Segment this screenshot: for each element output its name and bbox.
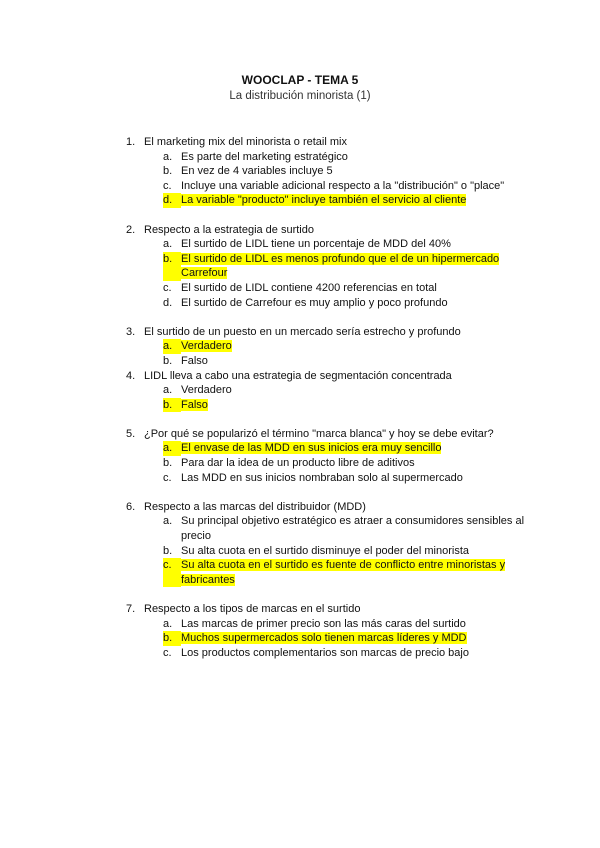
- question-text: Respecto a los tipos de marcas en el surtido: [144, 603, 361, 615]
- question: [126, 135, 526, 208]
- option-text-wrap: [181, 193, 526, 208]
- question-line: [126, 135, 526, 150]
- highlighted-answer-option: [163, 631, 526, 646]
- highlighted-answer-option: [163, 558, 526, 587]
- question-line: [126, 325, 526, 340]
- option-text-wrap: [181, 237, 526, 252]
- question-number: 2.: [126, 223, 136, 236]
- question: [126, 427, 526, 485]
- option-text: Muchos supermercados solo tienen marcas líderes y MDD: [181, 632, 467, 645]
- highlighted-answer-option: [163, 398, 526, 413]
- option-text-wrap: [181, 179, 526, 194]
- option-text-wrap: [181, 383, 526, 398]
- option-text-wrap: [181, 150, 526, 165]
- option-letter: a.: [163, 617, 173, 630]
- option-letter: b.: [163, 398, 181, 413]
- option-letter: c.: [163, 646, 172, 659]
- option-text: Es parte del marketing estratégico: [181, 150, 348, 163]
- option-text: Su alta cuota en el surtido disminuye el poder del minorista: [181, 544, 469, 557]
- highlighted-answer-option: [163, 441, 526, 456]
- option-text: Las MDD en sus inicios nombraban solo al supermercado: [181, 471, 463, 484]
- option-letter: c.: [163, 179, 172, 192]
- question-line: [126, 223, 526, 238]
- question-line: [126, 427, 526, 442]
- answer-option: [163, 544, 526, 559]
- option-text-wrap: [181, 164, 526, 179]
- question-text: LIDL lleva a cabo una estrategia de segmentación concentrada: [144, 369, 452, 382]
- answer-option: [163, 354, 526, 369]
- option-letter: c.: [163, 558, 181, 587]
- question-text: El marketing mix del minorista o retail mix: [144, 136, 347, 148]
- answer-option: [163, 617, 526, 632]
- option-text-wrap: [181, 252, 526, 281]
- option-text: El envase de las MDD en sus inicios era muy sencillo: [181, 442, 442, 455]
- options: [163, 514, 526, 587]
- option-letter: a.: [163, 339, 181, 354]
- question: [126, 223, 526, 311]
- option-text: El surtido de LIDL tiene un porcentaje de MDD del 40%: [181, 238, 451, 251]
- option-letter: b.: [163, 457, 173, 470]
- answer-option: [163, 164, 526, 179]
- option-text-wrap: [181, 558, 526, 587]
- option-text: Los productos complementarios son marcas de precio bajo: [181, 646, 469, 659]
- option-letter: a.: [163, 150, 173, 163]
- option-letter: b.: [163, 354, 173, 367]
- answer-option: [163, 456, 526, 471]
- option-letter: c.: [163, 281, 172, 294]
- option-letter: b.: [163, 631, 181, 646]
- option-text-wrap: [181, 646, 526, 661]
- option-text-wrap: [181, 631, 526, 646]
- answer-option: [163, 150, 526, 165]
- answer-option: [163, 646, 526, 661]
- option-text-wrap: [181, 617, 526, 632]
- option-letter: b.: [163, 544, 173, 557]
- option-text-wrap: [181, 456, 526, 471]
- question-number: 3.: [126, 325, 136, 338]
- answer-option: [163, 471, 526, 486]
- answer-option: [163, 237, 526, 252]
- document-subtitle: La distribución minorista (1): [229, 90, 371, 102]
- option-text: Falso: [181, 398, 208, 411]
- option-text: El surtido de LIDL es menos profundo que el de un hipermercado Carrefour: [181, 252, 500, 280]
- option-letter: a.: [163, 384, 173, 397]
- question-line: [126, 602, 526, 617]
- option-text-wrap: [181, 441, 526, 456]
- options: [163, 237, 526, 310]
- option-letter: c.: [163, 471, 172, 484]
- question-number: 6.: [126, 500, 136, 513]
- question-line: [126, 369, 526, 384]
- question-number: 7.: [126, 603, 136, 615]
- highlighted-answer-option: [163, 193, 526, 208]
- option-text: Incluye una variable adicional respecto a la "distribución" o "place": [181, 179, 505, 192]
- options: [163, 617, 526, 661]
- answer-option: [163, 281, 526, 296]
- option-letter: a.: [163, 441, 181, 456]
- answer-option: [163, 383, 526, 398]
- option-text: Falso: [181, 354, 208, 367]
- option-text: El surtido de Carrefour es muy amplio y poco profundo: [181, 296, 448, 309]
- answer-option: [163, 296, 526, 311]
- option-letter: d.: [163, 193, 181, 208]
- question-number: 5.: [126, 427, 136, 440]
- option-text: Su principal objetivo estratégico es atraer a consumidores sensibles al precio: [181, 515, 525, 543]
- option-text: Las marcas de primer precio son las más caras del surtido: [181, 617, 466, 630]
- question-text: Respecto a las marcas del distribuidor (MDD): [144, 500, 366, 513]
- option-text: La variable "producto" incluye también el servicio al cliente: [181, 194, 467, 207]
- options: [163, 150, 526, 208]
- option-text-wrap: [181, 354, 526, 369]
- highlighted-answer-option: [163, 252, 526, 281]
- highlighted-answer-option: [163, 339, 526, 354]
- option-text: Su alta cuota en el surtido es fuente de conflicto entre minoristas y fabricantes: [181, 559, 506, 586]
- option-text-wrap: [181, 514, 526, 543]
- question-text: El surtido de un puesto en un mercado sería estrecho y profundo: [144, 325, 461, 338]
- option-text: El surtido de LIDL contiene 4200 referencias en total: [181, 281, 437, 294]
- option-text-wrap: [181, 398, 526, 413]
- question-list: [126, 135, 526, 675]
- question-text: Respecto a la estrategia de surtido: [144, 223, 314, 236]
- question: [126, 369, 526, 413]
- option-text-wrap: [181, 544, 526, 559]
- document-title: WOOCLAP - TEMA 5: [241, 73, 359, 87]
- question: [126, 500, 526, 588]
- question: [126, 325, 526, 369]
- options: [163, 383, 526, 412]
- option-text-wrap: [181, 296, 526, 311]
- option-text: Verdadero: [181, 340, 232, 353]
- option-letter: a.: [163, 515, 173, 528]
- answer-option: [163, 179, 526, 194]
- question-number: 1.: [126, 136, 136, 148]
- options: [163, 441, 526, 485]
- question: [126, 602, 526, 660]
- option-text: Verdadero: [181, 384, 232, 397]
- question-text: ¿Por qué se popularizó el término "marca blanca" y hoy se debe evitar?: [144, 427, 494, 440]
- options: [163, 339, 526, 368]
- option-text-wrap: [181, 339, 526, 354]
- option-text-wrap: [181, 281, 526, 296]
- question-line: [126, 500, 526, 515]
- option-letter: b.: [163, 252, 181, 281]
- option-text: En vez de 4 variables incluye 5: [181, 165, 333, 178]
- option-letter: a.: [163, 238, 173, 251]
- option-text: Para dar la idea de un producto libre de aditivos: [181, 457, 415, 470]
- option-letter: b.: [163, 165, 173, 178]
- question-number: 4.: [126, 369, 136, 382]
- answer-option: [163, 514, 526, 543]
- option-letter: d.: [163, 296, 173, 309]
- option-text-wrap: [181, 471, 526, 486]
